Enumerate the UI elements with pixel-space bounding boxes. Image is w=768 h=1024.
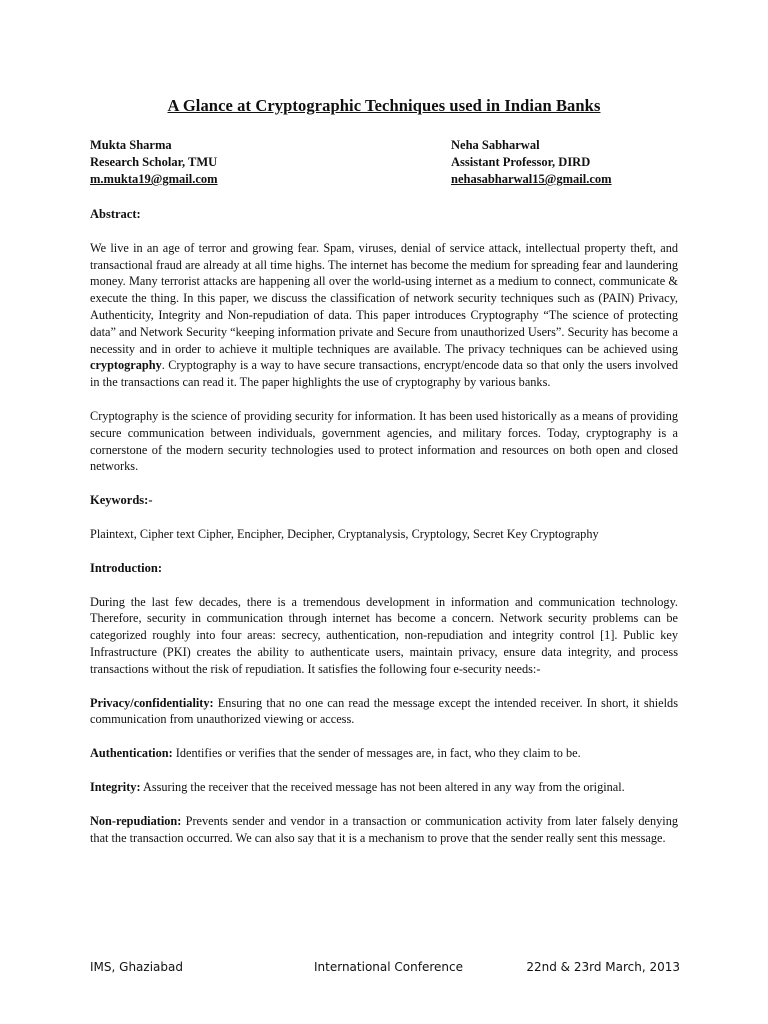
need-text: Prevents sender and vendor in a transaction or communication activity from later falsely denying that the transaction occurred. We can also say that it is a mechanism to prove that the sender really sent this message. [90,813,678,845]
abstract-bold-term: cryptography [90,358,162,373]
abstract-paragraph-1 [90,240,678,391]
need-text: Ensuring that no one can read the message except the intended receiver. In short, it shields communication from unauthorized viewing or access. [90,695,678,727]
paper-body [90,206,678,863]
keywords-text: Plaintext, Cipher text Cipher, Encipher, Decipher, Cryptanalysis, Cryptology, Secret Key Cryptography [90,526,599,541]
need-term: Authentication: [90,746,173,761]
introduction-paragraph: During the last few decades, there is a tremendous development in information and communication technology. Therefore, security in communication through internet has become a concern. Network security problems can be categorized roughly into four areas: secrecy, authentication, non-repudiation and integrity control [1]. Public key Infrastructure (PKI) creates the ability to authenticate users, maintain privacy, ensure data integrity, and process transactions without the risk of repudiation. It satisfies the following four e-security needs:- [90,594,678,676]
need-privacy [90,695,678,729]
need-term: Non-repudiation: [90,813,182,828]
footer-institution: IMS, Ghaziabad [90,960,183,974]
keywords-heading: Keywords:- [90,493,153,508]
need-text: Assuring the receiver that the received message has not been altered in any way from the original. [140,779,625,794]
author-role: Research Scholar, TMU [90,155,218,169]
footer-conference: International Conference [314,960,463,974]
author-block-2 [451,137,612,188]
author-block-1 [90,137,218,188]
footer-date: 22nd & 23rd March, 2013 [526,960,680,974]
author-email-link[interactable]: nehasabharwal15@gmail.com [451,172,612,186]
abstract-paragraph-2: Cryptography is the science of providing security for information. It has been used historically as a means of providing secure communication between individuals, government agencies, and military forces. Today, cryptography is a cornerstone of the modern security technologies used to protect information and resources on both open and closed networks. [90,408,678,474]
need-integrity [90,779,678,796]
need-authentication [90,745,678,762]
page-footer [90,960,680,978]
need-non-repudiation [90,813,678,847]
need-text: Identifies or verifies that the sender of messages are, in fact, who they claim to be. [172,746,581,761]
need-term: Privacy/confidentiality: [90,695,214,710]
abstract-text-part: We live in an age of terror and growing fear. Spam, viruses, denial of service attack, intellectual property theft, and transactional fraud are already at all time highs. The internet has become the medium for spreading fear and laundering money. Many terrorist attacks are happening all over the world-using internet as a medium to connect, communicate & execute the thing. In this paper, we discuss the classification of network security techniques such as (PAIN) Privacy, Authenticity, Integrity and Non-repudiation of data. This paper introduces Cryptography “The science of protecting data” and Network Security “keeping information private and Secure from unauthorized Users”. Security has become a necessity and in order to achieve it multiple techniques are available. The privacy techniques can be achieved using [90,240,678,356]
paper-title: A Glance at Cryptographic Techniques used in Indian Banks [167,96,601,115]
author-name: Mukta Sharma [90,138,172,152]
need-term: Integrity: [90,779,141,794]
abstract-heading: Abstract: [90,207,141,221]
abstract-text-part: . Cryptography is a way to have secure transactions, encrypt/encode data so that only the users involved in the transactions can read it. The paper highlights the use of cryptography by various banks. [90,358,678,390]
author-email-link[interactable]: m.mukta19@gmail.com [90,172,218,186]
introduction-heading: Introduction: [90,560,163,575]
author-name: Neha Sabharwal [451,138,540,152]
author-role: Assistant Professor, DIRD [451,155,591,169]
